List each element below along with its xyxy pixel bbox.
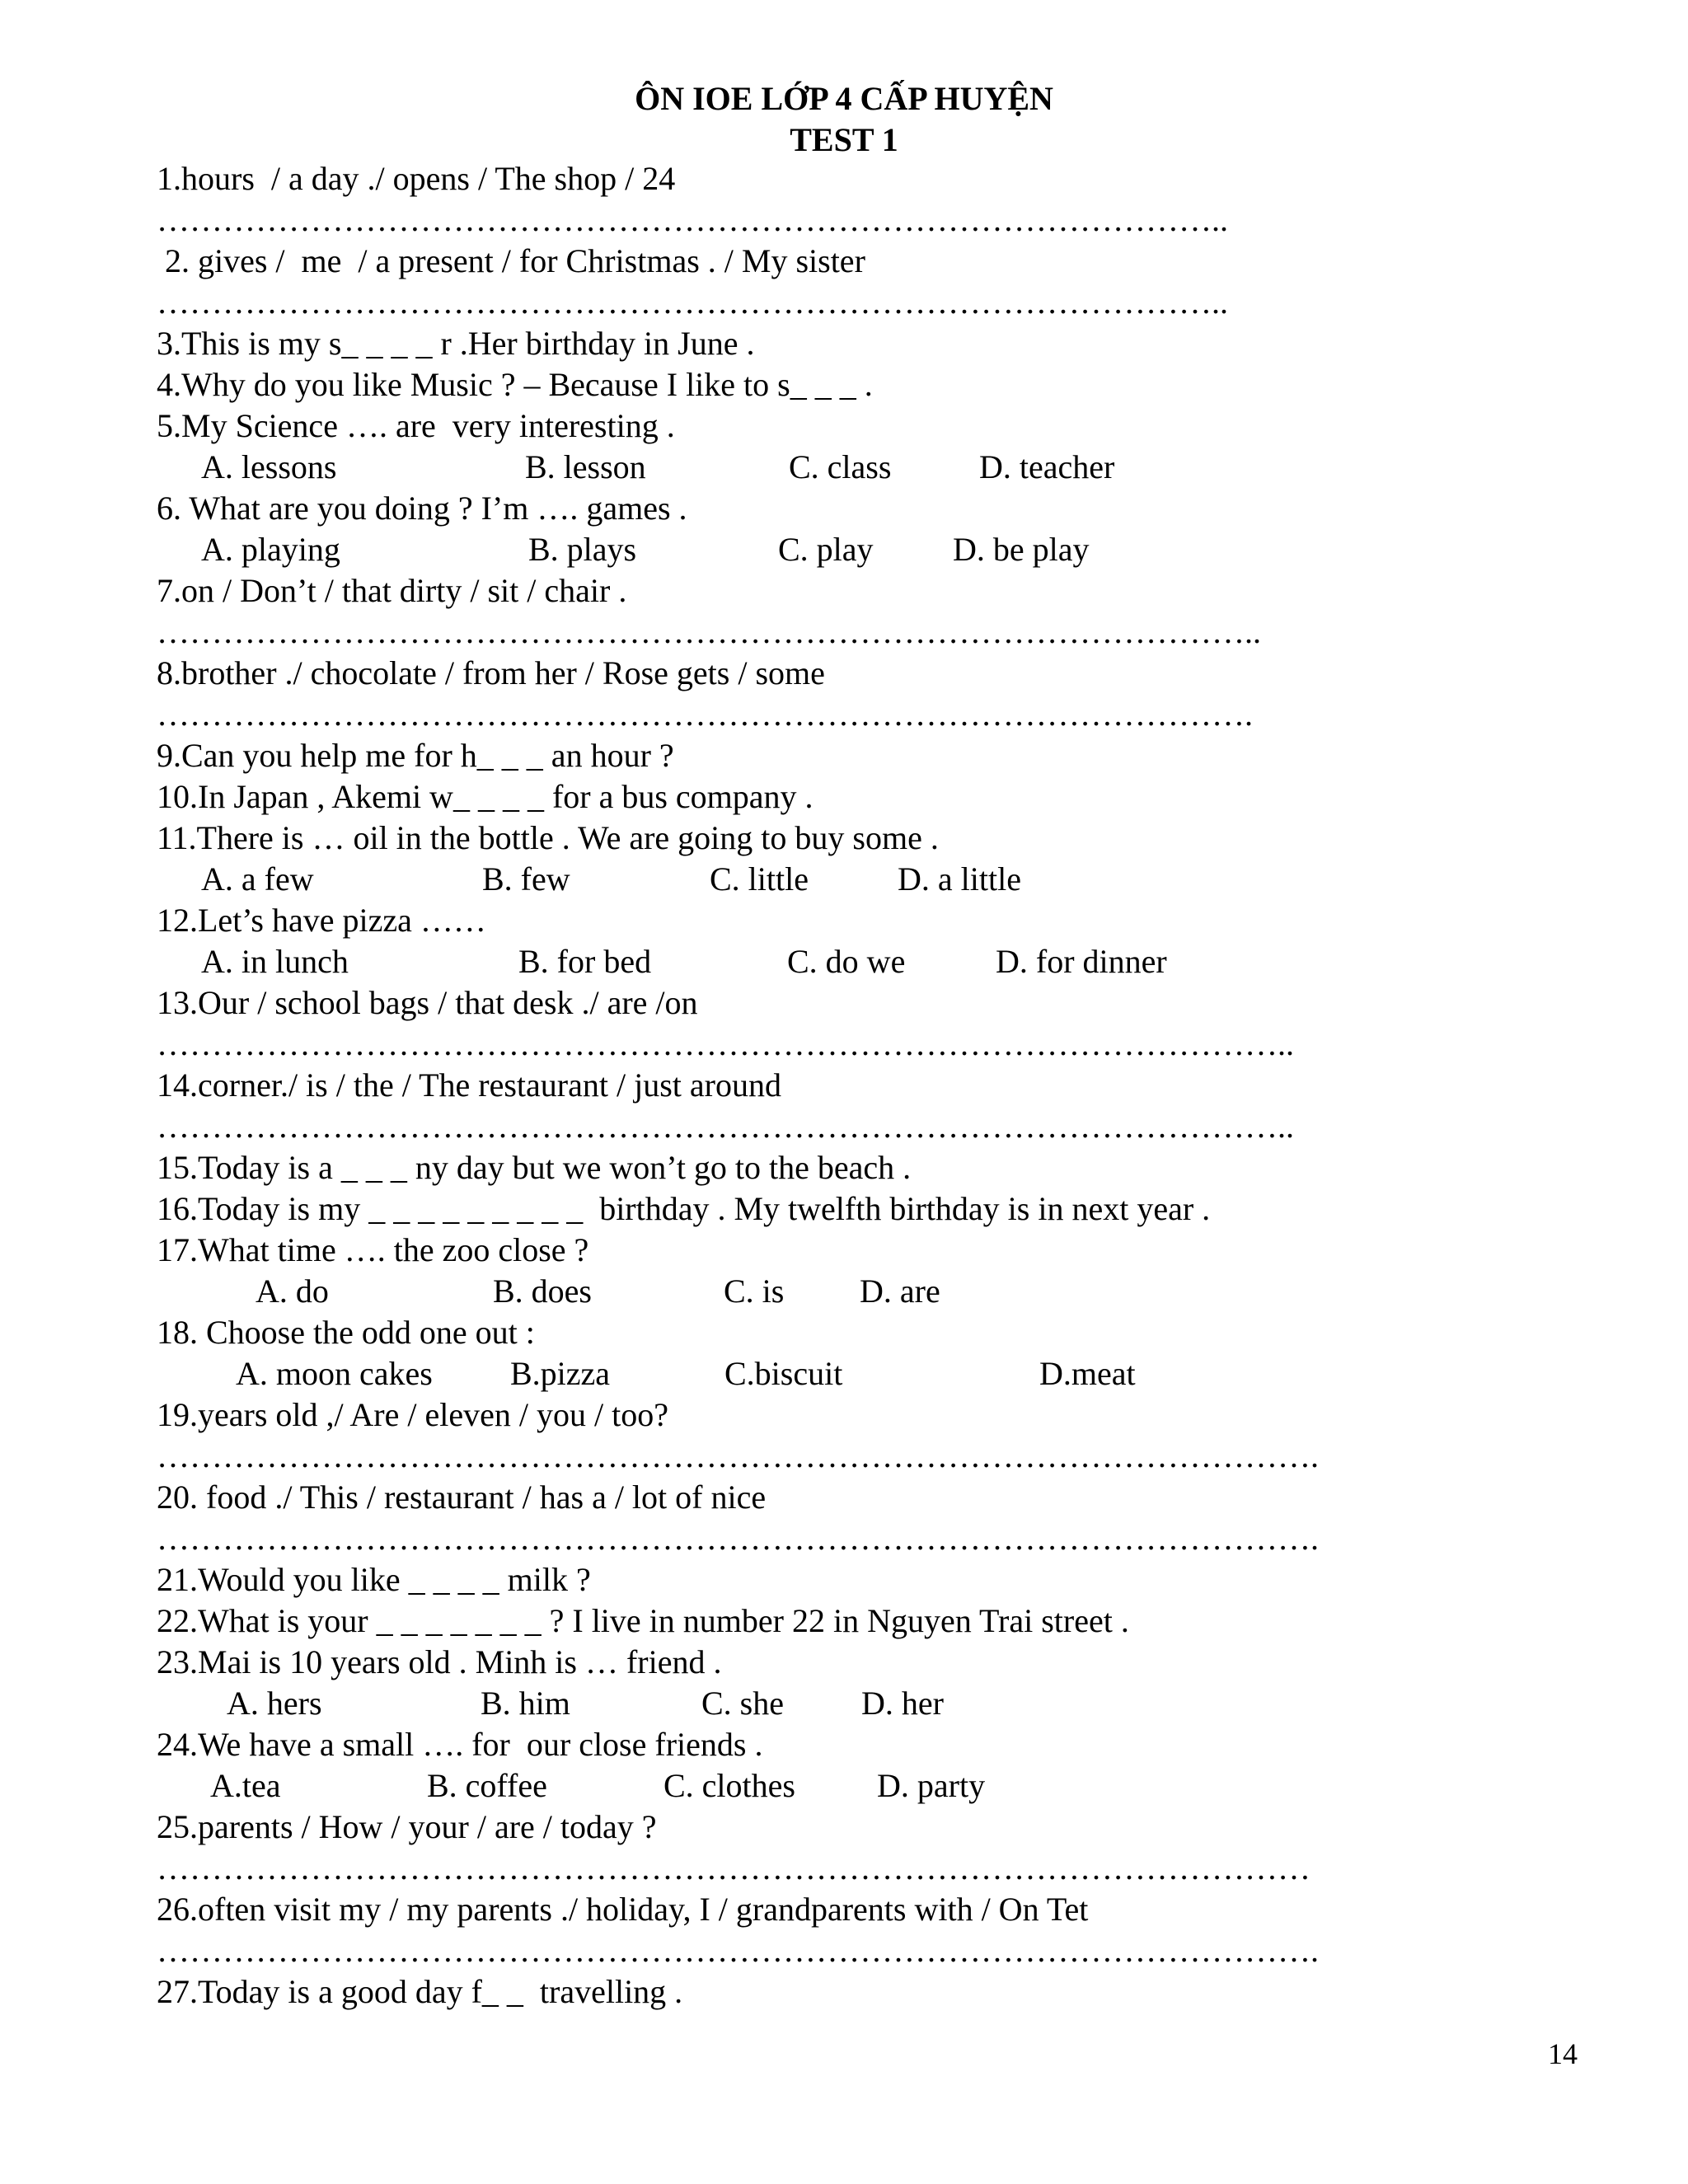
q5-option-b: B. lesson bbox=[525, 448, 646, 485]
q24-option-c: C. clothes bbox=[663, 1767, 795, 1804]
answer-line-14: ………………………………………………………………………………………….. bbox=[157, 1108, 1294, 1145]
question-9: 9.Can you help me for h_ _ _ an hour ? bbox=[157, 737, 674, 774]
answer-line-25: …………………………………………………………………………………………… bbox=[157, 1849, 1311, 1886]
q5-option-d: D. teacher bbox=[979, 448, 1115, 485]
answer-line-1: …………………………………………………………………………………….. bbox=[157, 201, 1228, 238]
question-10: 10.In Japan , Akemi w_ _ _ _ for a bus company . bbox=[157, 778, 814, 815]
question-8: 8.brother ./ chocolate / from her / Rose gets / some bbox=[157, 654, 825, 691]
q17-option-a: A. do bbox=[256, 1272, 329, 1310]
q23-option-b: B. him bbox=[481, 1685, 570, 1722]
q6-option-b: B. plays bbox=[528, 531, 637, 568]
question-27: 27.Today is a good day f_ _ travelling . bbox=[157, 1973, 683, 2010]
question-20: 20. food ./ This / restaurant / has a / lot of nice bbox=[157, 1479, 767, 1516]
q23-option-a: A. hers bbox=[227, 1685, 322, 1722]
question-19: 19.years old ,/ Are / eleven / you / too? bbox=[157, 1396, 668, 1433]
answer-line-20: ……………………………………………………………………………………………. bbox=[157, 1520, 1319, 1557]
answer-line-19: ……………………………………………………………………………………………. bbox=[157, 1437, 1319, 1474]
q17-option-c: C. is bbox=[724, 1272, 785, 1310]
q6-option-c: C. play bbox=[778, 531, 874, 568]
answer-line-8: ………………………………………………………………………………………. bbox=[157, 696, 1253, 733]
question-7: 7.on / Don’t / that dirty / sit / chair . bbox=[157, 572, 627, 609]
page-number: 14 bbox=[1548, 2037, 1578, 2070]
q12-option-a: A. in lunch bbox=[201, 943, 349, 980]
answer-line-26: ……………………………………………………………………………………………. bbox=[157, 1932, 1319, 1969]
q24-option-a: A.tea bbox=[210, 1767, 281, 1804]
q6-option-a: A. playing bbox=[201, 531, 340, 568]
q18-option-a: A. moon cakes bbox=[236, 1355, 433, 1392]
question-1: 1.hours / a day ./ opens / The shop / 24 bbox=[157, 160, 676, 197]
question-11: 11.There is … oil in the bottle . We are going to buy some . bbox=[157, 819, 939, 856]
q18-option-d: D.meat bbox=[1039, 1355, 1136, 1392]
q5-option-a: A. lessons bbox=[201, 448, 337, 485]
question-6: 6. What are you doing ? I’m …. games . bbox=[157, 490, 687, 527]
question-16: 16.Today is my _ _ _ _ _ _ _ _ _ birthday . My twelfth birthday is in next year . bbox=[157, 1190, 1211, 1227]
question-18: 18. Choose the odd one out : bbox=[157, 1314, 535, 1351]
q12-option-c: C. do we bbox=[787, 943, 906, 980]
q6-option-d: D. be play bbox=[953, 531, 1090, 568]
q23-option-c: C. she bbox=[701, 1685, 784, 1722]
question-5: 5.My Science …. are very interesting . bbox=[157, 407, 675, 444]
q11-option-c: C. little bbox=[710, 860, 809, 898]
q11-option-a: A. a few bbox=[201, 860, 314, 898]
test-label: TEST 1 bbox=[790, 121, 898, 158]
q12-option-d: D. for dinner bbox=[996, 943, 1167, 980]
question-21: 21.Would you like _ _ _ _ milk ? bbox=[157, 1561, 591, 1598]
answer-line-2: …………………………………………………………………………………….. bbox=[157, 284, 1228, 321]
question-13: 13.Our / school bags / that desk ./ are /on bbox=[157, 984, 698, 1021]
question-17: 17.What time …. the zoo close ? bbox=[157, 1231, 589, 1268]
answer-line-7: ……………………………………………………………………………………….. bbox=[157, 613, 1261, 650]
q11-option-b: B. few bbox=[482, 860, 570, 898]
q23-option-d: D. her bbox=[861, 1685, 944, 1722]
question-23: 23.Mai is 10 years old . Minh is … friend . bbox=[157, 1643, 722, 1680]
q18-option-b: B.pizza bbox=[510, 1355, 611, 1392]
q5-option-c: C. class bbox=[789, 448, 892, 485]
question-15: 15.Today is a _ _ _ ny day but we won’t go to the beach . bbox=[157, 1149, 912, 1186]
worksheet-title: ÔN IOE LỚP 4 CẤP HUYỆN bbox=[635, 80, 1053, 117]
q24-option-d: D. party bbox=[877, 1767, 986, 1804]
question-22: 22.What is your _ _ _ _ _ _ _ ? I live in number 22 in Nguyen Trai street . bbox=[157, 1602, 1129, 1639]
answer-line-13: ………………………………………………………………………………………….. bbox=[157, 1025, 1294, 1062]
q24-option-b: B. coffee bbox=[427, 1767, 547, 1804]
q17-option-b: B. does bbox=[493, 1272, 592, 1310]
question-3: 3.This is my s_ _ _ _ r .Her birthday in June . bbox=[157, 325, 755, 362]
question-14: 14.corner./ is / the / The restaurant / just around bbox=[157, 1066, 781, 1104]
question-2: 2. gives / me / a present / for Christmas . / My sister bbox=[157, 242, 865, 279]
question-26: 26.often visit my / my parents ./ holiday, I / grandparents with / On Tet bbox=[157, 1891, 1089, 1928]
q18-option-c: C.biscuit bbox=[724, 1355, 843, 1392]
question-24: 24.We have a small …. for our close friends . bbox=[157, 1726, 763, 1763]
question-25: 25.parents / How / your / are / today ? bbox=[157, 1808, 657, 1845]
q11-option-d: D. a little bbox=[898, 860, 1021, 898]
question-12: 12.Let’s have pizza …… bbox=[157, 902, 486, 939]
question-4: 4.Why do you like Music ? – Because I like to s_ _ _ . bbox=[157, 366, 873, 403]
q17-option-d: D. are bbox=[860, 1272, 940, 1310]
q12-option-b: B. for bed bbox=[518, 943, 652, 980]
